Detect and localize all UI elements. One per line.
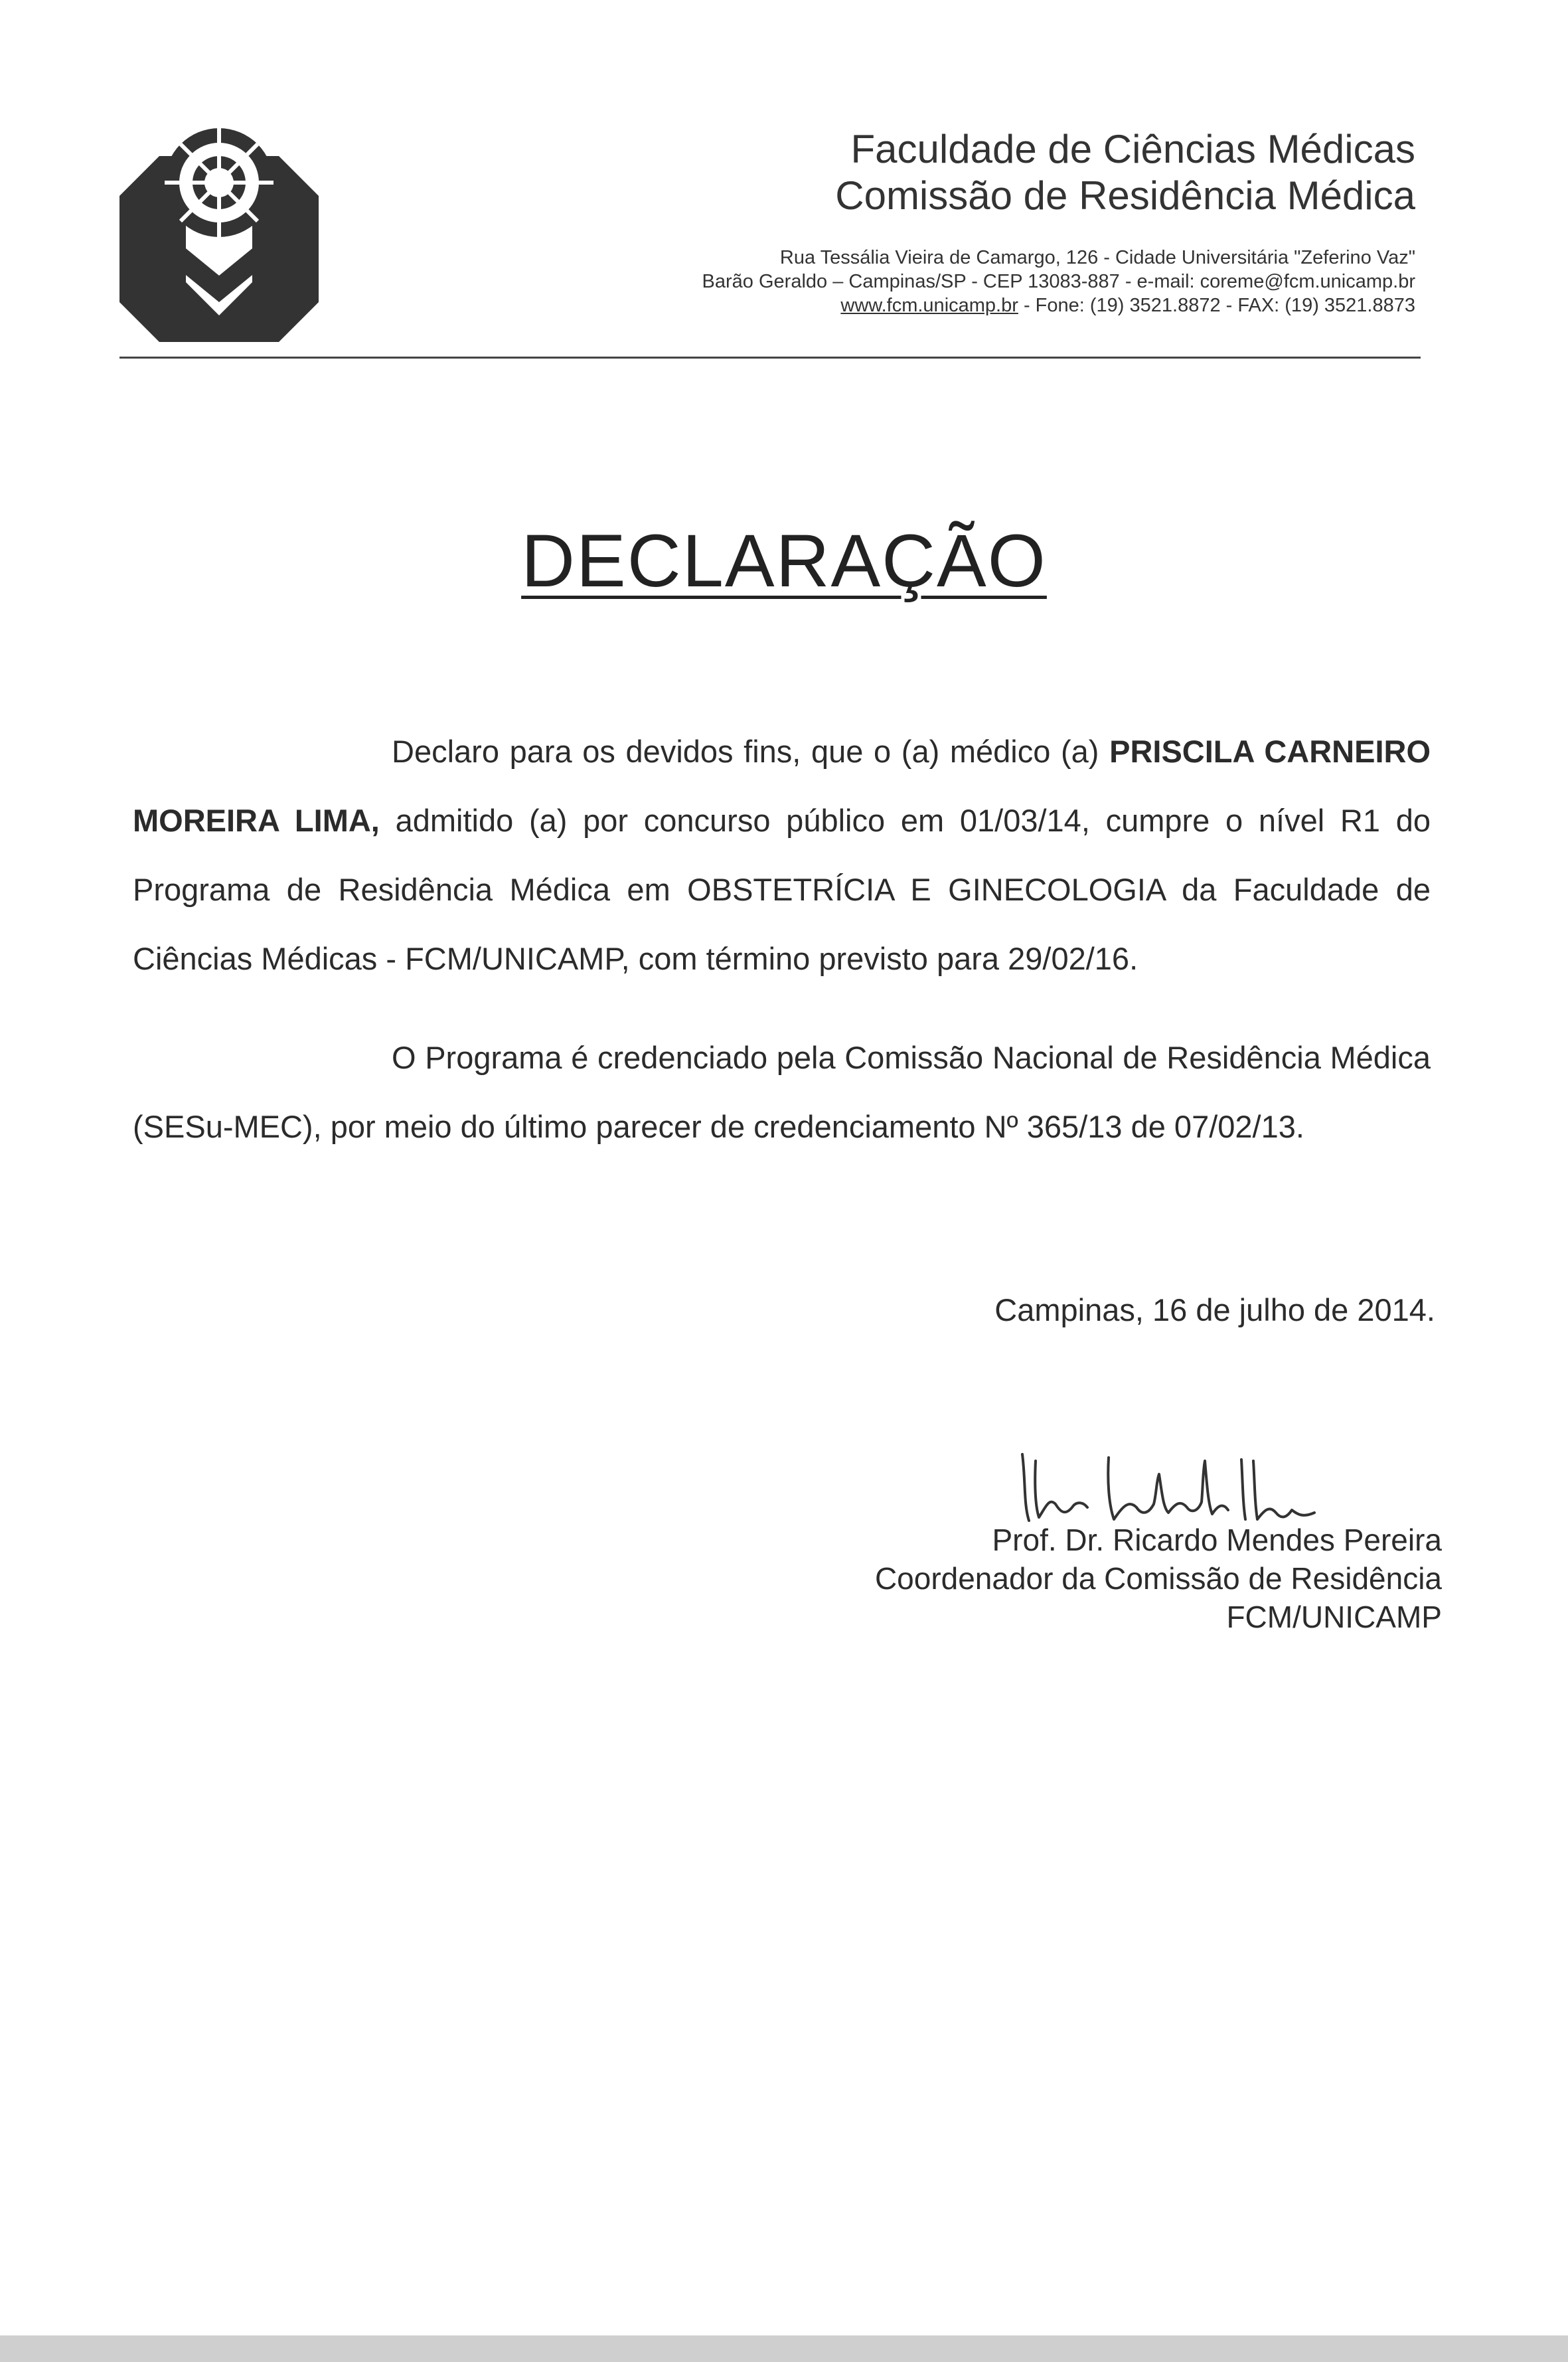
document-date: Campinas, 16 de julho de 2014. <box>994 1292 1435 1327</box>
header-divider <box>119 357 1421 359</box>
physician-name: PRISCILA CARNEIRO MOREIRA LIMA, <box>133 734 1431 838</box>
website-link[interactable]: www.fcm.unicamp.br <box>840 295 1018 316</box>
university-logo-icon <box>119 123 319 342</box>
paragraph-2: O Programa é credenciado pela Comissão Nacional de Residência Médica (SESu-MEC), por meio do último parecer de credenciamento Nº 365/13 de 07/02/13. <box>133 1040 1431 1144</box>
contact-line <box>702 294 1415 317</box>
address-line-2: Barão Geraldo – Campinas/SP - CEP 13083-887 - e-mail: coreme@fcm.unicamp.br <box>702 271 1415 292</box>
paragraph-1 <box>133 717 1431 993</box>
address-line-1: Rua Tessália Vieira de Camargo, 126 - Cidade Universitária "Zeferino Vaz" <box>779 247 1415 268</box>
letterhead <box>702 126 1415 317</box>
signer-name: Prof. Dr. Ricardo Mendes Pereira <box>992 1523 1442 1557</box>
signer-block <box>875 1521 1442 1636</box>
institution-name: Faculdade de Ciências Médicas <box>850 127 1415 171</box>
document-title <box>0 518 1568 604</box>
handwritten-signature <box>1009 1441 1328 1534</box>
title-text: DECLARAÇÃO <box>521 519 1047 602</box>
phone-fax: - Fone: (19) 3521.8872 - FAX: (19) 3521.8873 <box>1023 295 1415 316</box>
signer-role: Coordenador da Comissão de Residência <box>874 1561 1442 1596</box>
paragraph-1-intro: Declaro para os devidos fins, que o (a) médico (a) <box>392 734 1110 769</box>
signer-organization: FCM/UNICAMP <box>1226 1600 1442 1634</box>
declaration-body <box>133 717 1431 1161</box>
committee-name: Comissão de Residência Médica <box>835 173 1415 218</box>
scan-edge <box>0 2335 1568 2362</box>
paragraph-1-rest: admitido (a) por concurso público em 01/03/14, cumpre o nível R1 do Programa de Residência Médica em OBSTETRÍCIA E GINECOLOGIA da Faculdade de Ciências Médicas - FCM/UNICAMP, com término previsto para 29/02/16. <box>133 803 1431 976</box>
address-block <box>702 246 1415 317</box>
